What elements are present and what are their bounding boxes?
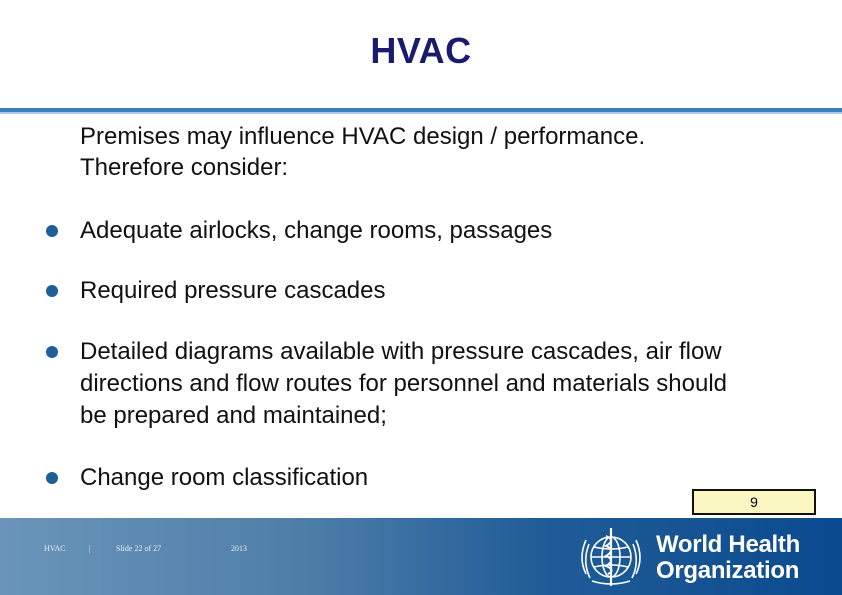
- footer-year: 2013: [231, 544, 247, 553]
- title-divider-shadow: [0, 112, 842, 114]
- who-emblem-icon: [572, 524, 650, 590]
- bullet-text: Adequate airlocks, change rooms, passages: [80, 217, 553, 244]
- bullet-item: [46, 336, 786, 432]
- who-name-line-1: World Health: [656, 531, 800, 558]
- bullet-icon: [46, 346, 58, 358]
- footer-module: HVAC: [44, 544, 66, 553]
- footer-slide-counter: Slide 22 of 27: [116, 544, 162, 553]
- footer-bar: [0, 518, 842, 595]
- bullet-item: [46, 275, 806, 307]
- bullet-text: Change room classification: [80, 464, 369, 491]
- intro-line-1: Premises may influence HVAC design / performance.: [80, 123, 646, 150]
- who-name-line-2: Organization: [656, 557, 800, 584]
- bullet-text: Required pressure cascades: [80, 277, 386, 304]
- who-wordmark: [656, 532, 800, 584]
- bullet-icon: [46, 225, 58, 237]
- bullet-item: [46, 215, 806, 247]
- page-number-box: 9: [692, 489, 816, 515]
- intro-line-2: Therefore consider:: [80, 154, 289, 181]
- bullet-text: Detailed diagrams available with pressure cascades, air flow directions and flow routes for personnel and materials should be prepared and maintained;: [80, 338, 728, 429]
- bullet-icon: [46, 285, 58, 297]
- bullet-icon: [46, 472, 58, 484]
- footer-separator: |: [89, 544, 91, 553]
- slide-title: HVAC: [370, 30, 472, 71]
- intro-text: [80, 121, 800, 183]
